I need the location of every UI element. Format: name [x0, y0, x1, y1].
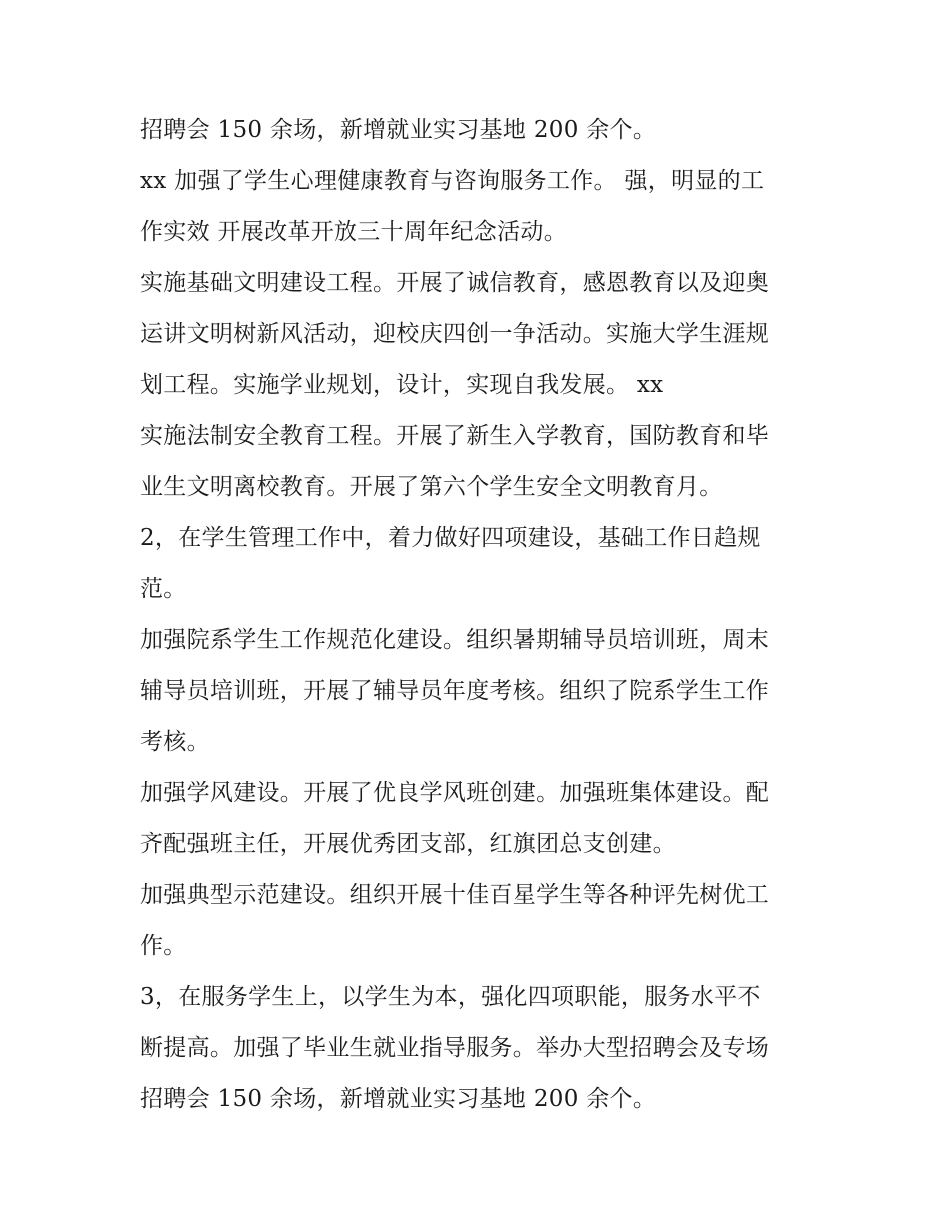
document-body — [140, 105, 820, 1125]
text-line: 加强院系学生工作规范化建设。组织暑期辅导员培训班，周末 — [140, 627, 770, 653]
text-line: 断提高。加强了毕业生就业指导服务。举办大型招聘会及专场 — [140, 1035, 770, 1061]
text-line: 作。 — [140, 933, 187, 959]
text-line: 2，在学生管理工作中，着力做好四项建设，基础工作日趋规 — [140, 525, 761, 551]
text-line: 招聘会 150 余场，新增就业实习基地 200 余个。 — [140, 1086, 657, 1112]
text-line: 实施法制安全教育工程。开展了新生入学教育，国防教育和毕 — [140, 423, 770, 449]
text-line: 业生文明离校教育。开展了第六个学生安全文明教育月。 — [140, 474, 723, 500]
text-line: 辅导员培训班，开展了辅导员年度考核。组织了院系学生工作 — [140, 678, 770, 704]
text-line: 范。 — [140, 576, 187, 602]
text-line: 作实效 开展改革开放三十周年纪念活动。 — [140, 219, 568, 245]
text-line: 实施基础文明建设工程。开展了诚信教育，感恩教育以及迎奥 — [140, 270, 770, 296]
text-line: 招聘会 150 余场，新增就业实习基地 200 余个。 — [140, 117, 657, 143]
text-line: 齐配强班主任，开展优秀团支部，红旗团总支创建。 — [140, 831, 676, 857]
text-line: xx 加强了学生心理健康教育与咨询服务工作。 强，明显的工 — [140, 168, 765, 194]
text-line: 加强学风建设。开展了优良学风班创建。加强班集体建设。配 — [140, 780, 770, 806]
text-line: 加强典型示范建设。组织开展十佳百星学生等各种评先树优工 — [140, 882, 770, 908]
text-line: 考核。 — [140, 729, 210, 755]
text-line: 划工程。实施学业规划，设计，实现自我发展。 xx — [140, 372, 664, 398]
text-line: 3，在服务学生上，以学生为本，强化四项职能，服务水平不 — [140, 984, 761, 1010]
text-line: 运讲文明树新风活动，迎校庆四创一争活动。实施大学生涯规 — [140, 321, 770, 347]
